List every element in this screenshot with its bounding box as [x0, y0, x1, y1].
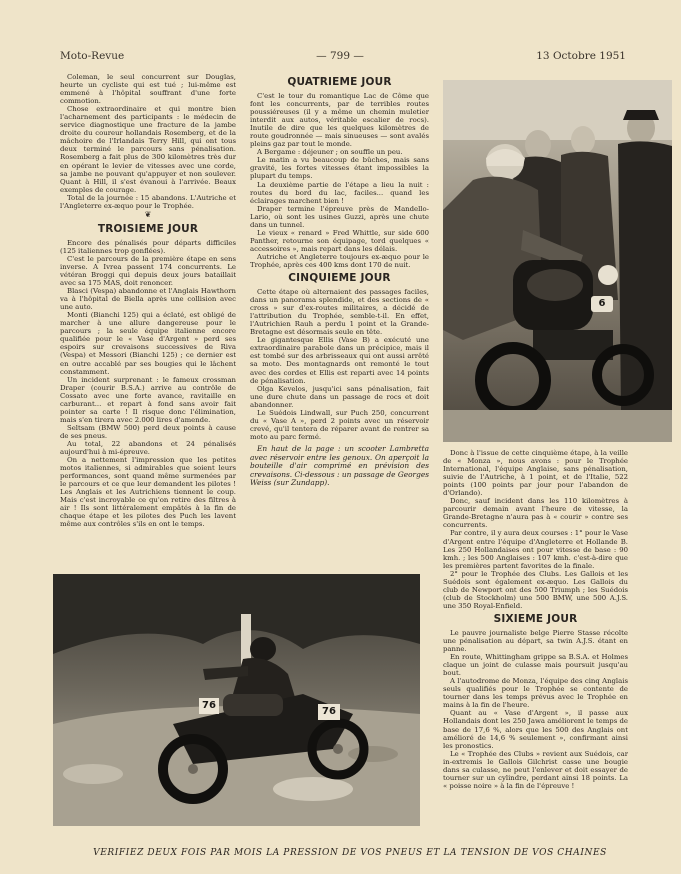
page-number: — 799 —: [316, 50, 364, 62]
column-2: [250, 73, 429, 568]
paragraph: Total de la journée : 15 abandons. L'Autriche et l'Angleterre ex-æquo pour le Trophée.: [60, 193, 236, 210]
paragraph: Le gigantesque Ellis (Vase B) a exécuté une extraordinaire parabole dans un précipice, mais il est tombé sur des arbrisseaux qui ont aussi arrêté sa moto. Des montagnards ont remonté le tout avec des cordes et Ellis est reparti avec 14 points de pénalisation.: [250, 336, 429, 385]
paragraph: Le pauvre journaliste belge Pierre Stasse récolte une pénalisation au départ, sa twin A.J.S. étant en panne.: [443, 628, 628, 654]
photo-motorcycle-rider: [53, 574, 420, 826]
paragraph: A Bergame : déjeuner ; on souffle un peu.: [257, 148, 403, 157]
paragraph: 2° pour le Trophée des Clubs. Les Gallois et les Suédois sont également ex-æquo. Les Gallois du club de Newport ont des 500 Triumph ; les Suédois (club de Stockholm) une 500 BMW, une 500 A.J.S. une 350 Royal-Enfield.: [443, 569, 628, 610]
paragraph: Monti (Bianchi 125) qui a éclaté, est obligé de marcher à une allure dangereuse pour le parcours ; la seule équipe italienne encore qualifiée pour le « Vase d'Argent » perd ses espoirs sur crevaisons successives de Riva (Vespa) et Messori (Bianchi 125) ; ce dernier est en outre accablé par ses bougies qui le lâchent constamment.: [60, 311, 236, 376]
paragraph: Chose extraordinaire et qui montre bien l'acharnement des participants : le médecin de service diagnostique une fracture de la jambe droite du coureur hollandais Rosemberg, et de la mâchoire de l'Irlandais Terry Hill, qui ont tous deux terminé le parcours sans pénalisation. Rosemberg a fait plus de 300 kilomètres très dur en opérant le levier de vitesses avec une corde, sa jambe ne pouvant qu'appuyer et non soulever. Quant à Hill, il s'est évanoui à l'arrivée. Beaux exemples de courage.: [60, 105, 236, 194]
column-3: [443, 449, 628, 841]
photo-scooter-rider: [443, 80, 672, 442]
paragraph: C'est le parcours de la première étape en sens inverse. A Ivrea passent 174 concurrents. Le vétéran Broggi qui depuis deux jours bataillait avec sa 175 MAS, doit renoncer.: [60, 254, 236, 288]
paragraph: La deuxième partie de l'étape a lieu la nuit : routes du bord du lac, faciles... quand les éclairages marchent bien !: [250, 180, 429, 205]
heading-cinquieme-jour: CINQUIEME JOUR: [288, 272, 391, 285]
paragraph: On a nettement l'impression que les petites motos italiennes, si admirables que soient leurs performances, sont quand même surmenées par le parcours et ce que leur demandent les pilotes ! Les Anglais et les Autrichiens tiennent le coup. Mais c'est incroyable ce qu'on retire des filtres à air ! Ils sont littéralement empâtés à la fin de chaque étape et les pilotes des Puch les lavent même aux contrôles s'ils en ont le temps.: [60, 456, 236, 529]
photo-scooter-rider-image: [443, 80, 672, 442]
paragraph: Coleman, le seul concurrent sur Douglas, heurte un cycliste qui est tué ; lui-même est emmené à l'hôpital souffrant d'une forte commotion.: [60, 73, 236, 106]
paragraph: Au total, 22 abandons et 24 pénalisés aujourd'hui à mi-épreuve.: [60, 439, 236, 457]
heading-quatrieme-jour: QUATRIEME JOUR: [287, 76, 392, 88]
paragraph: Le Suédois Lindwall, sur Puch 250, concurrent du « Vase A », perd 2 points avec un réservoir crevé, qu'il tentera de réparer avant de rentrer sa moto au parc fermé.: [250, 408, 429, 441]
racing-number-plate-front: 76: [199, 698, 219, 714]
paragraph: Cette étape où alternaient des passages faciles, dans un panorama splendide, et des sections de « cross » sur d'ex-routes militaires, a décidé de l'attribution du Trophée, semble-t-il. En effet, l'Autrichien Rauh a perdu 1 point et la Grande-Bretagne est désormais seule en tête.: [250, 288, 429, 337]
paragraph: Donc à l'issue de cette cinquième étape, à la veille de « Monza », nous avons : pour le Trophée International, l'équipe Anglaise, sans pénalisation, suivie de l'Autriche, à 1 point, et de l'Italie, 522 points (100 points par jour pour l'abandon de d'Orlando).: [443, 449, 628, 498]
magazine-name: Moto-Revue: [60, 50, 125, 62]
paragraph: Draper termine l'épreuve près de Mandello-Lario, où sont les usines Guzzi, après une chute dans un tunnel.: [250, 204, 429, 229]
photo-caption: En haut de la page : un scooter Lambretta avec réservoir entre les genoux. On aperçoit la bouteille d'air comprimé en prévision des crevaisons. Ci-dessous : un passage de Georges Weiss (sur Zundapp).: [250, 443, 429, 488]
column-1: [60, 73, 236, 553]
paragraph: A l'autodrome de Monza, l'équipe des cinq Anglais seuls qualifiés pour le Trophée se contente de tourner dans les temps prévus avec le Trophée en mains à la fin de l'heure.: [443, 677, 628, 710]
paragraph: Olga Kevelos, jusqu'ici sans pénalisation, fait une dure chute dans un passage de rocs et doit abandonner.: [250, 384, 429, 409]
paragraph: Le vieux « renard » Fred Whittle, sur side 600 Panther, retourne son équipage, tord quelques « accessoires », mais repart dans les délais.: [250, 228, 429, 253]
heading-troisieme-jour: TROISIEME JOUR: [97, 222, 199, 235]
paragraph: Le matin a vu beaucoup de bûches, mais sans gravité, les fortes vitesses étant impossibles la plupart du temps.: [250, 156, 429, 181]
paragraph: Blasci (Vespa) abandonne et l'Anglais Hawthorn va à l'hôpital de Biella après une collision avec une auto.: [60, 287, 236, 312]
ornament: ❦: [144, 209, 152, 219]
paragraph: Un incident surprenant : le fameux crossman Draper (courir B.S.A.) arrive au contrôle de Cossato avec une forte avance, ravitaille en carburant... et repart à fond sans avoir fait pointer sa carte ! Il risque donc l'élimination, mais s'en tirera avec 2.000 lires d'amende.: [60, 375, 236, 424]
paragraph: Le « Trophée des Clubs » revient aux Suédois, car in-extremis le Gallois Gilchrist casse une bougie dans sa culasse, ne peut l'enlever et doit essayer de tourner sur un cylindre, perdant ainsi 18 points. La « poisse noire » à la fin de l'épreuve !: [443, 749, 628, 790]
footer-advice: VERIFIEZ DEUX FOIS PAR MOIS LA PRESSION DE VOS PNEUS ET LA TENSION DE VOS CHAINES: [93, 848, 607, 858]
issue-date: 13 Octobre 1951: [536, 50, 626, 62]
paragraph: C'est le tour du romantique Lac de Côme que font les concurrents, par de terribles routes poussiéreuses (il y a même un chemin muletier interdit aux autos, véritable escalier de rocs). Inutile de dire que les quelques kilomètres de route goudronnée — mais sinueuses — sont avalés pleins gaz par tout le monde.: [250, 92, 429, 149]
paragraph: Quant au « Vase d'Argent », il passe aux Hollandais dont les 250 Jawa améliorent le temps de base de 17,6 %, alors que les 500 des Anglais ont amélioré de 14,6 % seulement », confirmant ainsi les pronostics.: [443, 709, 628, 750]
paragraph: En route, Whittingham grippe sa B.S.A. et Holmes claque un joint de culasse mais poursuit jusqu'au bout.: [443, 653, 628, 678]
paragraph: Autriche et Angleterre toujours ex-æquo pour le Trophée, après ces 400 kms dont 170 de nuit.: [250, 252, 429, 269]
paragraph: Donc, sauf incident dans les 110 kilomètres à parcourir demain avant l'heure de vitesse, la Grande-Bretagne n'aura pas à « courir » contre ses concurrents.: [443, 497, 628, 530]
paragraph: Par contre, il y aura deux courses : 1° pour le Vase d'Argent entre l'équipe d'Angleterre et Hollande B. Les 250 Hollandaises ont pour vitesse de base : 90 kmh. ; les 500 Anglaises : 107 kmh. c'est-à-dire que les premières partent favorites de la finale.: [443, 529, 628, 570]
photo-motorcycle-rider-image: [53, 574, 420, 826]
racing-number-plate-side: 76: [318, 704, 340, 720]
heading-sixieme-jour: SIXIEME JOUR: [493, 612, 578, 625]
paragraph: Seltsam (BMW 500) perd deux points à cause de ses pneus.: [60, 423, 236, 440]
racing-number-plate: 6: [591, 296, 613, 312]
paragraph: Encore des pénalisés pour départs difficiles (125 italiennes trop gonflées).: [60, 238, 236, 255]
